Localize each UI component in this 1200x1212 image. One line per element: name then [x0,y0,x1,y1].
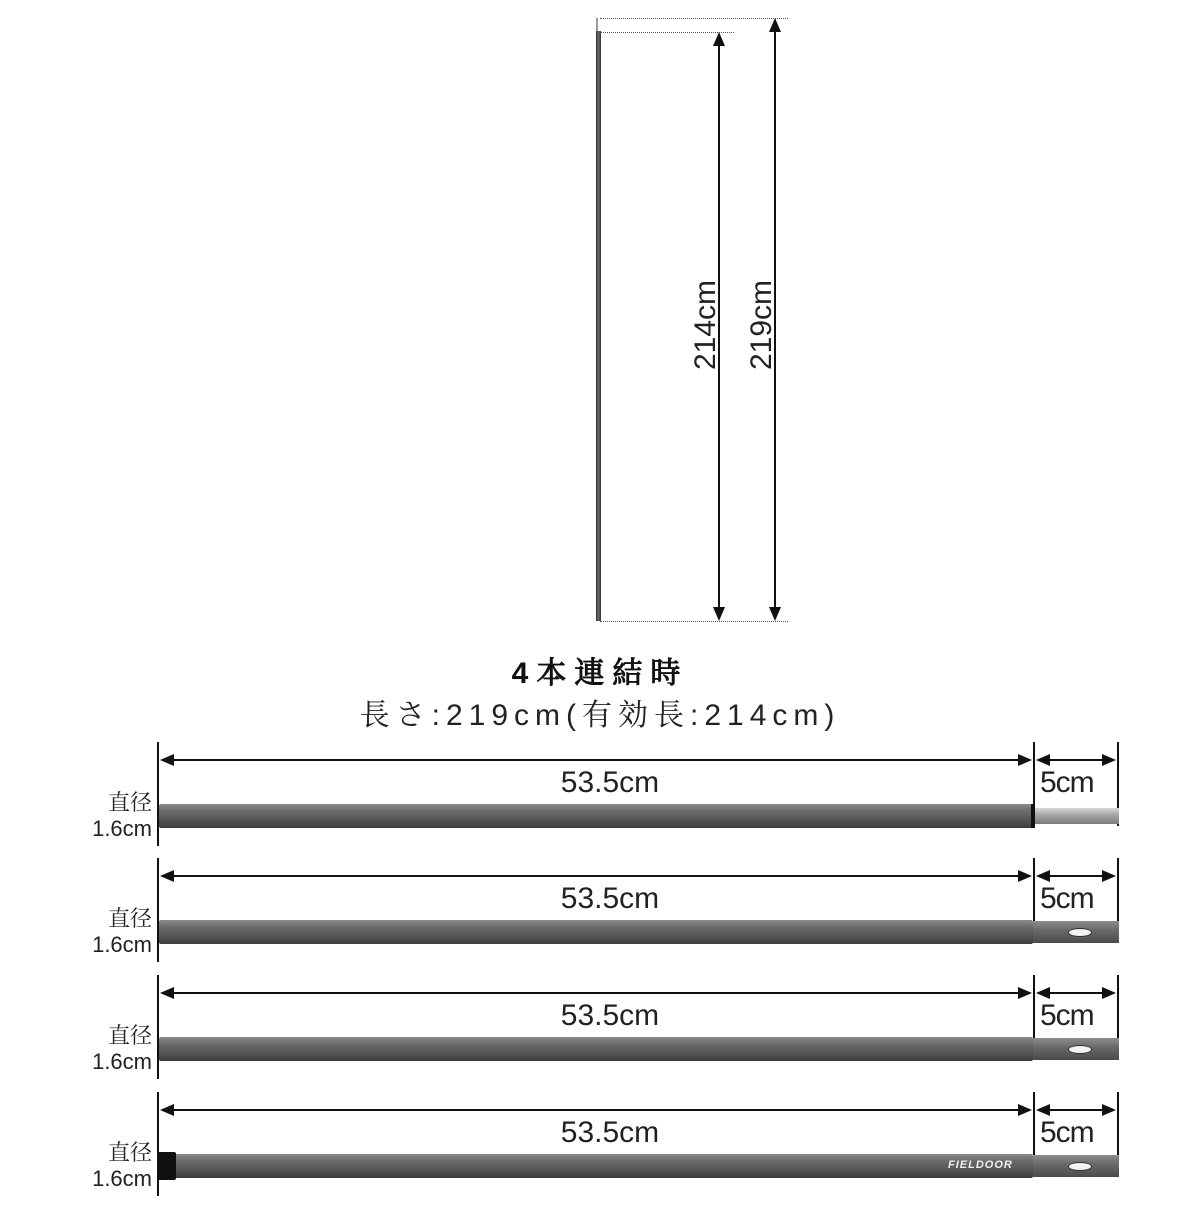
diameter-value: 1.6cm [92,932,152,958]
segment-dim-line [170,875,1022,877]
left-tick [157,1092,159,1196]
segment-length-label: 53.5cm [560,1116,660,1149]
segment-arrow-right [1018,754,1032,766]
diameter-label [72,790,152,843]
joint-dim-line [1046,875,1106,877]
outer-length-label: 219cm [745,279,778,370]
joint-dim-line [1046,1109,1106,1111]
joint-dim-line [1046,992,1106,994]
joint-arrow-right [1102,987,1116,999]
diameter-label [72,906,152,959]
segment-dim-line [170,1109,1022,1111]
diameter-label [72,1023,152,1076]
diameter-title: 直径 [107,790,152,815]
joint-dim-line [1046,759,1106,761]
left-tick [157,975,159,1079]
pole-segment [159,1037,1033,1061]
assembled-pole-tip [596,18,598,32]
left-tick [157,858,159,962]
segment-row [0,742,1200,862]
joint-arrow-right [1102,870,1116,882]
end-cap [158,1152,176,1180]
segment-length-label: 53.5cm [560,999,660,1032]
bottom-guide [600,621,788,622]
segment-arrow-right [1018,987,1032,999]
pole-segment [159,920,1033,944]
inner-dim-arrow-down [713,607,725,621]
outer-dim-arrow-down [769,607,781,621]
pin-hole [1068,1162,1092,1171]
caption-subtitle: 長さ:219cm(有効長:214cm) [359,699,841,732]
segment-row [0,1092,1200,1212]
joint-length-label: 5cm [1040,766,1094,799]
segment-dim-line [170,759,1022,761]
pole-segment [159,804,1033,828]
top-guide-outer [600,18,788,19]
pole-segment [159,1154,1033,1178]
inner-length-label: 214cm [689,279,722,370]
joint-arrow-right [1102,754,1116,766]
joint-length-label: 5cm [1040,1116,1094,1149]
segment-length-label: 53.5cm [560,882,660,915]
joint-length-label: 5cm [1040,882,1094,915]
segment-dim-line [170,992,1022,994]
brand-logo: FIELDOOR [948,1159,1013,1171]
pin-hole [1068,928,1092,937]
joint-arrow-right [1102,1104,1116,1116]
segment-row [0,975,1200,1095]
segment-arrow-right [1018,870,1032,882]
diameter-title: 直径 [107,1023,152,1048]
pin-hole [1068,1045,1092,1054]
diameter-value: 1.6cm [92,816,152,842]
diameter-label [72,1140,152,1193]
segment-arrow-right [1018,1104,1032,1116]
diameter-value: 1.6cm [92,1049,152,1075]
left-tick [157,742,159,846]
diameter-title: 直径 [107,1140,152,1165]
segment-length-label: 53.5cm [560,766,660,799]
segment-row [0,858,1200,978]
diameter-value: 1.6cm [92,1166,152,1192]
assembled-pole [596,31,601,621]
diameter-title: 直径 [107,906,152,931]
caption-title: 4本連結時 [511,657,689,690]
spigot-joint [1035,808,1119,824]
joint-length-label: 5cm [1040,999,1094,1032]
